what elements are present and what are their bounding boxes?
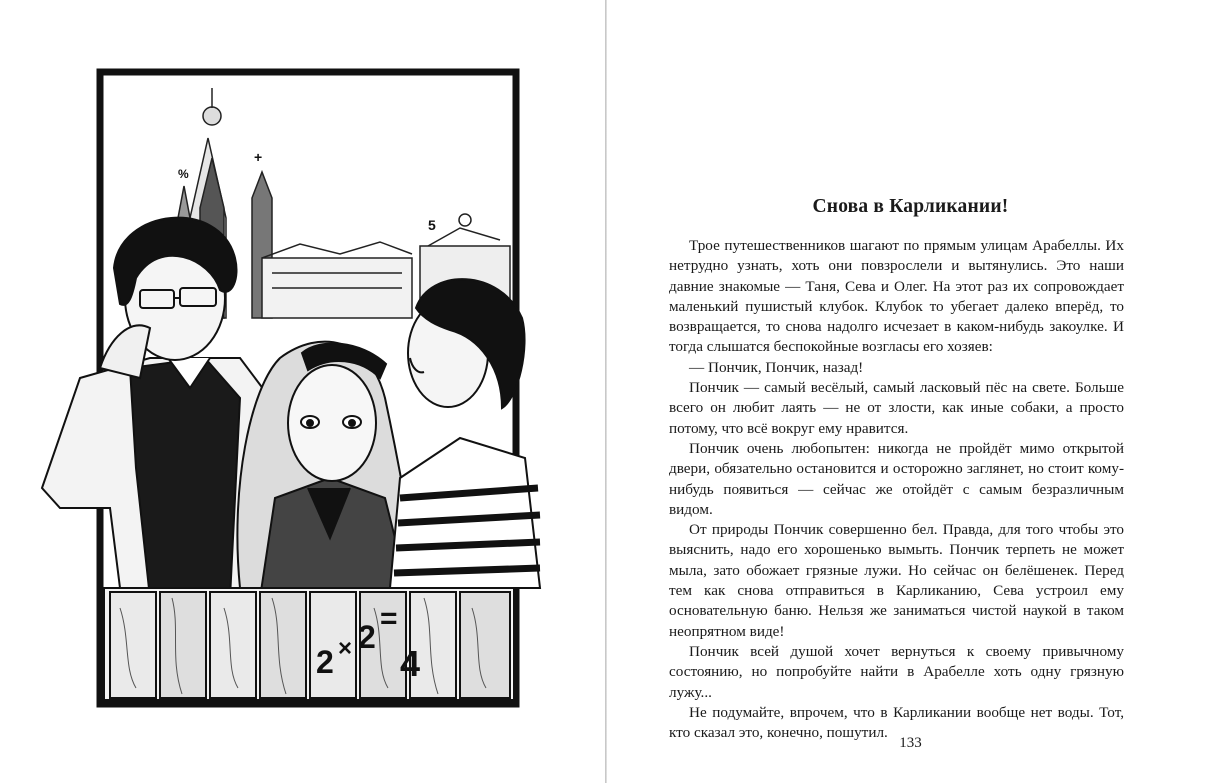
paragraph: Пончик — самый весёлый, самый ласковый пёс на свете. Больше всего он любит лаять — не от злости, как иные собаки, а просто потому, что всё вокруг ему нравится.	[669, 379, 1124, 437]
left-page	[0, 0, 606, 783]
formula-digit-4: 4	[400, 643, 421, 684]
wooden-fence	[104, 588, 514, 700]
formula-equals: =	[380, 602, 398, 635]
sign-plus: +	[254, 149, 263, 165]
paragraph: Пончик всей душой хочет вернуться к своему привычному состоянию, но попробуйте найти в Арабелле хоть одну грязную лужу...	[669, 642, 1124, 701]
boy-with-glasses	[42, 218, 270, 598]
sign-percent: %	[178, 167, 189, 181]
page-number: 133	[899, 735, 922, 751]
formula-times: ×	[338, 635, 353, 662]
formula-digit-2a: 2	[316, 644, 334, 680]
paragraph: — Пончик, Пончик, назад!	[689, 358, 864, 376]
chapter-text	[669, 236, 1124, 743]
illustration	[40, 68, 550, 713]
chapter-title: Снова в Карликании!	[812, 196, 1009, 217]
sign-number-5: 5	[428, 217, 436, 233]
formula-digit-2b: 2	[358, 619, 376, 655]
paragraph: От природы Пончик совершенно бел. Правда, для того чтобы это выяснить, надо его хорошенько вымыть. Пончик терпеть не может мыла, зато обожает грязные лужи. Но сейчас он белёшенек. Перед тем как снова отправиться в Карликанию, Сева устроил ему основательную баню. Нельзя же заниматься чистой наукой в таком неопрятном виде!	[669, 521, 1124, 640]
right-page	[607, 0, 1214, 783]
paragraph: Пончик очень любопытен: никогда не пройдёт мимо открытой двери, обязательно остановится и осторожно заглянет, но стоит кому-нибудь появиться — сейчас же отойдёт с самым безразличным видом.	[669, 439, 1124, 518]
paragraph: Не подумайте, впрочем, что в Карликании вообще нет воды. Тот, кто сказал это, конечно, пошутил.	[669, 703, 1124, 742]
paragraph: Трое путешественников шагают по прямым улицам Арабеллы. Их нетрудно узнать, хоть они повзрослели и вытянулись. Это наши давние знакомые — Таня, Сева и Олег. На этот раз их сопровождает маленький пушистый клубок. Клубок то убегает далеко вперёд, то возвращается, то снова надолго исчезает в каком-нибудь закоулке. И тогда слышатся беспокойные возгласы его хозяев:	[669, 237, 1124, 356]
